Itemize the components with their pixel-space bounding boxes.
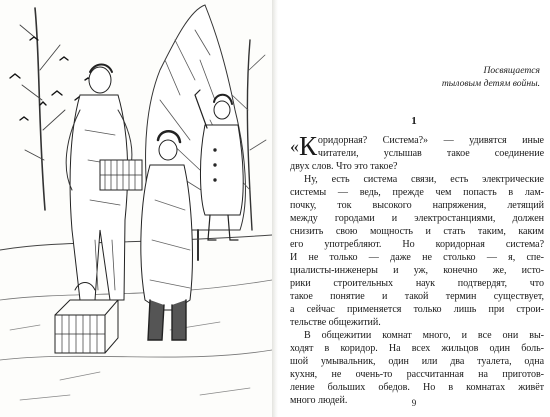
text-line: снизить свою мощность и стать таким, каким — [290, 226, 544, 237]
paragraph-1 — [290, 131, 544, 173]
paragraph-2 — [290, 173, 544, 329]
text-line: между городами и электростанциями, должен — [290, 213, 544, 224]
dedication-line-1: Посвящается — [483, 65, 540, 76]
drop-cap: К — [298, 131, 317, 161]
text-line: двух слов. Что это такое? — [290, 161, 398, 172]
text-line: а сейчас применяется только лишь при строи- — [290, 304, 544, 315]
text-line: Ну, есть система связи, есть электрические — [304, 174, 544, 185]
page-number: 9 — [411, 398, 417, 408]
illustration-page — [0, 0, 272, 417]
text-line: тельстве общежитий. — [290, 317, 381, 328]
text-line: кухня, не очень-то рассчитанная на приготов- — [290, 369, 544, 380]
text-line: читатели, услышав такое соединение — [317, 148, 544, 159]
text-line: много людей. — [290, 395, 348, 406]
chapter-number: 1 — [411, 115, 417, 127]
text-line: ходят в коридор. На всех жильцов один боль- — [290, 343, 544, 354]
wartime-children-illustration — [0, 0, 272, 417]
text-line: оридорная? Система?» — удивятся иные — [317, 135, 544, 146]
text-line: почку, ток высокого напряжения, летящий — [290, 200, 544, 211]
paragraph-3 — [290, 329, 544, 407]
dedication-line-2: тыловым детям войны. — [441, 78, 540, 89]
text-line: шой умывальник, один или два туалета, одна — [290, 356, 544, 367]
text-line: рики строительных наук подтвердят, что — [290, 278, 544, 289]
text-line: И не только — даже не столько — я, спе- — [290, 252, 544, 263]
chapter-body — [290, 131, 544, 407]
text-line: его употребляют. Но коридорная система? — [290, 239, 544, 250]
text-line: системы — ведь, прежде чем попасть в лам- — [290, 187, 544, 198]
dedication — [340, 64, 540, 90]
text-line: В общежитии комнат много, и все они вы- — [304, 330, 544, 341]
text-line: циалисты-инженеры и уж, конечно же, исто- — [290, 265, 544, 276]
opening-quote: « — [290, 136, 299, 156]
text-page — [278, 0, 550, 417]
text-line: ление больших обедов. Но в комнатах живёт — [290, 382, 544, 393]
text-line: такое понятие и такой термин существует, — [290, 291, 544, 302]
